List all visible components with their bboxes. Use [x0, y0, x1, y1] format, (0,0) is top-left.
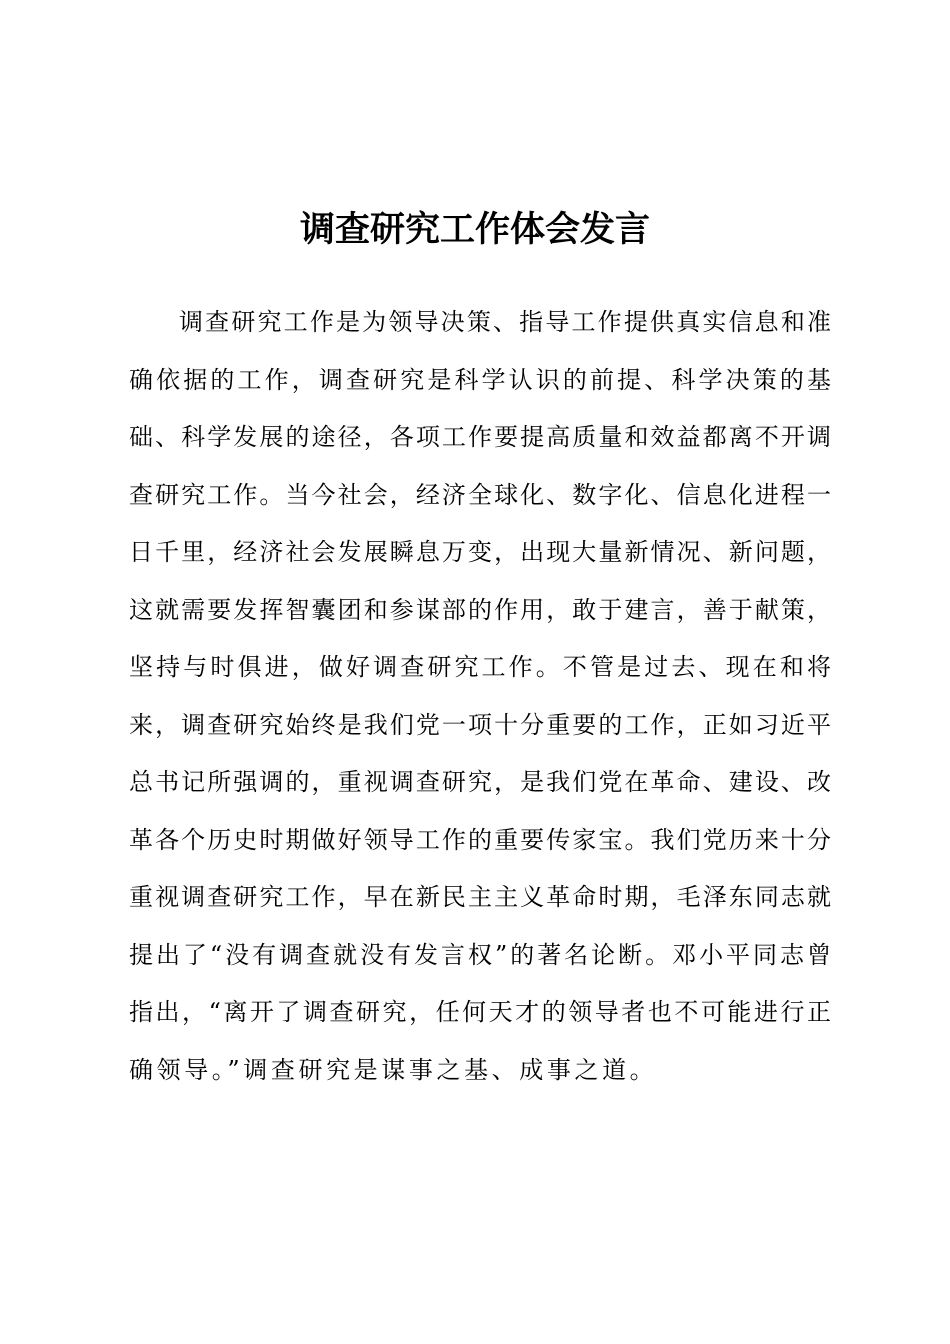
- paragraph-line: 坚持与时俱进，做好调查研究工作。不管是过去、现在和将: [129, 653, 831, 681]
- paragraph-line: 查研究工作。当今社会，经济全球化、数字化、信息化进程一: [129, 480, 831, 509]
- paragraph-line: 来，调查研究始终是我们党一项十分重要的工作，正如习近平: [129, 710, 831, 739]
- body-paragraph: [129, 297, 831, 1102]
- paragraph-line: 革各个历史时期做好领导工作的重要传家宝。我们党历来十分: [129, 825, 831, 854]
- paragraph-line: 础、科学发展的途径，各项工作要提高质量和效益都离不开调: [129, 423, 831, 451]
- paragraph-line: 重视调查研究工作，早在新民主主义革命时期，毛泽东同志就: [129, 883, 831, 911]
- paragraph-line: 确领导。”调查研究是谋事之基、成事之道。: [129, 1055, 658, 1084]
- paragraph-line: 总书记所强调的，重视调查研究，是我们党在革命、建设、改: [129, 768, 831, 796]
- document-title: 调查研究工作体会发言: [299, 209, 650, 250]
- paragraph-line: 这就需要发挥智囊团和参谋部的作用，敢于建言，善于献策，: [129, 595, 831, 624]
- paragraph-line: 调查研究工作是为领导决策、指导工作提供真实信息和准: [179, 308, 831, 336]
- paragraph-line: 提出了“没有调查就没有发言权”的著名论断。邓小平同志曾: [129, 940, 831, 969]
- paragraph-line: 指出，“离开了调查研究，任何天才的领导者也不可能进行正: [129, 998, 831, 1026]
- paragraph-line: 确依据的工作，调查研究是科学认识的前提、科学决策的基: [129, 365, 831, 394]
- paragraph-line: 日千里，经济社会发展瞬息万变，出现大量新情况、新问题，: [129, 538, 831, 566]
